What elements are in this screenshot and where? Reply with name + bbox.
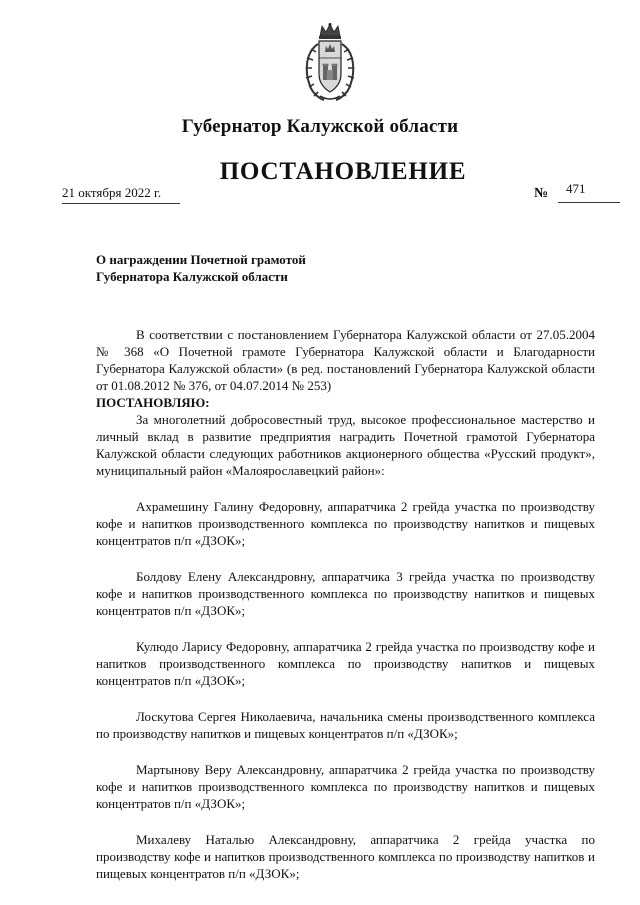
document-number-label: № xyxy=(534,186,549,201)
awardee-paragraph: Болдову Елену Александровну, аппаратчика 3 грейда участка по производству кофе и напитков производственного комплекса по производству напитков и пищевых концентратов п/п «ДЗОК»; xyxy=(96,569,595,618)
resolve-heading: ПОСТАНОВЛЯЮ: xyxy=(96,395,210,410)
subject-line-2: Губернатора Калужской области xyxy=(96,269,288,284)
date-underline xyxy=(62,203,180,204)
preamble-paragraph: В соответствии с постановлением Губернатора Калужской области от 27.05.2004 № 368 «О Почетной грамоте Губернатора Калужской области и Благодарности Губернатора Калужской области» (в ред. постановлений Губернатора Калужской области от 01.08.2012 № 376, от 04.07.2014 № 253) xyxy=(96,327,595,393)
subject-line-1: О награждении Почетной грамотой xyxy=(96,252,306,267)
document-type-title: ПОСТАНОВЛЕНИЕ xyxy=(219,158,467,185)
intro-paragraph: За многолетний добросовестный труд, высокое профессиональное мастерство и личный вклад в развитие предприятия наградить Почетной грамотой Губернатора Калужской области следующих работников акционерного общества «Русский продукт», муниципальный район «Малоярославецкий район»: xyxy=(96,412,595,478)
coat-of-arms-icon xyxy=(300,22,360,104)
awardee-paragraph: Михалеву Наталью Александровну, аппаратчика 2 грейда участка по производству кофе и напитков производственного комплекса по производству напитков и пищевых концентратов п/п «ДЗОК»; xyxy=(96,832,595,881)
awardee-paragraph: Мартынову Веру Александровну, аппаратчика 2 грейда участка по производству кофе и напитков производственного комплекса по производству напитков и пищевых концентратов п/п «ДЗОК»; xyxy=(96,762,595,811)
issuing-authority: Губернатор Калужской области xyxy=(181,116,459,137)
document-body xyxy=(96,326,595,882)
awardee-paragraph: Лоскутова Сергея Николаевича, начальника смены производственного комплекса по производству напитков и пищевых концентратов п/п «ДЗОК»; xyxy=(96,709,595,741)
number-underline xyxy=(558,202,620,203)
document-date: 21 октября 2022 г. xyxy=(62,185,162,200)
awardee-paragraph: Ахрамешину Галину Федоровну, аппаратчика 2 грейда участка по производству кофе и напитков производственного комплекса по производству напитков и пищевых концентратов п/п «ДЗОК»; xyxy=(96,499,595,548)
document-subject xyxy=(96,251,306,285)
document-number: 471 xyxy=(566,181,586,196)
awardee-paragraph: Кулюдо Ларису Федоровну, аппаратчика 2 грейда участка по производству кофе и напитков производственного комплекса по производству напитков и пищевых концентратов п/п «ДЗОК»; xyxy=(96,639,595,688)
